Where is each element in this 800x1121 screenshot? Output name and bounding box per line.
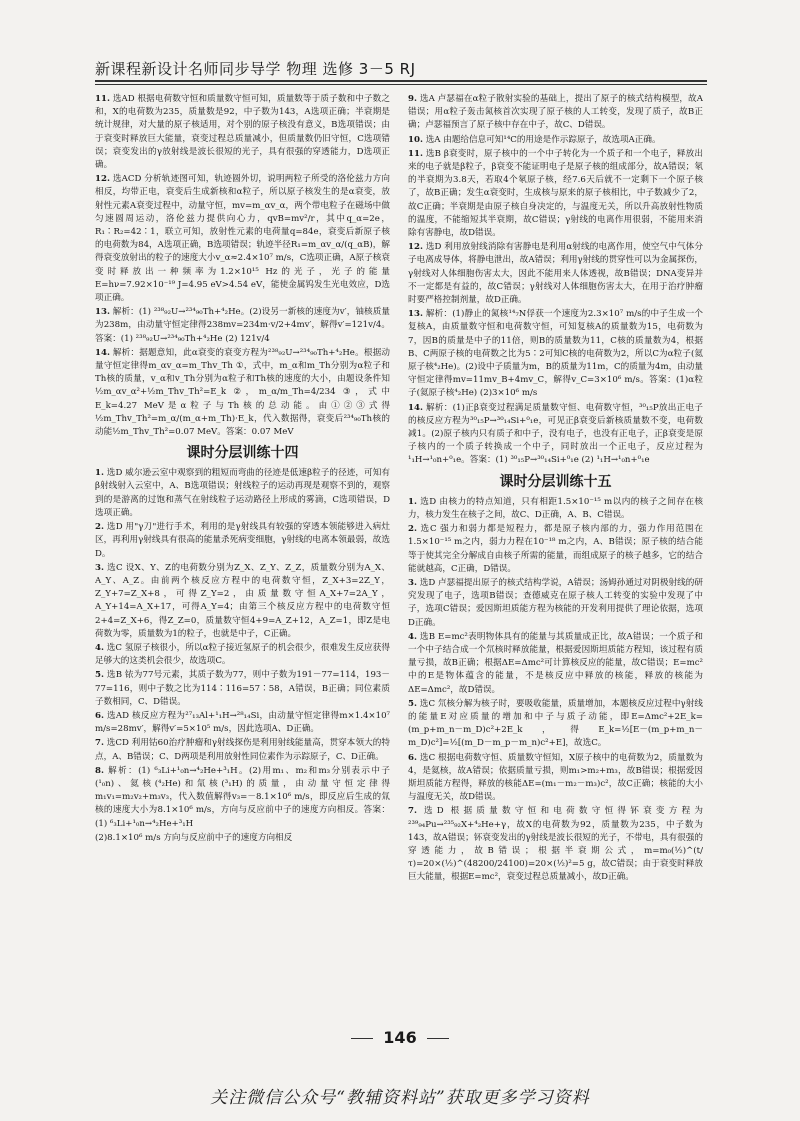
- answer-item: 6. 选C 根据电荷数守恒、质量数守恒知，X原子核中的电荷数为2，质量数为4，是氦核，故A错误；依据质量亏损，则m₁>m₂+m₃，故B错误；根据爱因斯坦质能方程得，释放的核能ΔE=(m₁－m₂－m₃)c²，故C正确；核能的大小与温度无关，故D错误。: [408, 752, 703, 803]
- header-rule: [95, 80, 707, 82]
- answer-item: 1. 选D 由核力的特点知道，只有相距1.5×10⁻¹⁵ m以内的核子之间存在核力，核力发生在核子之间，故C、D正确，A、B、C错误。: [408, 496, 703, 520]
- answer-item: 13. 解析：(1) ²³⁸₉₂U→²³⁴₉₀Th+⁴₂He。(2)设另一新核的速度为v′，铀核质量为238m，由动量守恒定律得238mv=234m·v/2+4mv′，解得v′=121v/4。答案：(1) ²³⁸₉₂U→²³⁴₉₀Th+⁴₂He (2) 121v/4: [95, 307, 390, 344]
- left-items-a: [95, 93, 390, 439]
- answer-item: 12. 选ACD 分析轨迹图可知，轨迹圆外切，说明两粒子所受的洛伦兹力方向相反，均带正电，衰变后生成新核和α粒子，所以原子核发生的是α衰变，放射性元素A衰变过程中，动量守恒，mv=m_αv_α，两个带电粒子在磁场中做匀速圆周运动，洛伦兹力提供向心力，qvB=mv²/r，其中q_α=2e，R₁∶R₂=42∶1，联立可知，放射性元素的电荷量q=84e，衰变后新原子核的电荷数为84，A选项正确，B选项错误；轨迹半径R₁=m_αv_α/(q_αB)，解得衰变放射出的粒子的速度大小v_α≈2.4×10⁷ m/s，C选项正确，A原子核衰变时释放出一种频率为1.2×10¹⁵ Hz的光子，光子的能量E=hν=7.92×10⁻¹⁹ J=4.95 eV>4.54 eV，能使金属钨发生光电效应，D选项正确。: [95, 174, 390, 304]
- header-rule-thin: [95, 84, 707, 85]
- answer-item: 12. 选D 利用放射线消除有害静电是利用α射线的电离作用，使空气中气体分子电离成导体，将静电泄出，故A错误；利用γ射线的贯穿性可以为金属探伤，γ射线对人体细胞伤害太大，因此不能用来人体透视，故B错误；DNA变异并不一定都是有益的，故C错误；γ射线对人体细胞伤害太大，在用于治疗肿瘤时要严格控制剂量，故D正确。: [408, 242, 703, 306]
- answer-item: 11. 选B β衰变时，原子核中的一个中子转化为一个质子和一个电子，释放出来的电子就是β粒子，β衰变不能证明电子是原子核的组成部分，故A错误；氡的半衰期为3.8天，若取4个氡原子核，经7.6天后就不一定剩下一个原子核了，故B正确；发生α衰变时，生成核与原来的原子核相比，中子数减少了2，故C正确；半衰期是由原子核自身决定的，与温度无关，所以升高放射性物质的温度，不能缩短其半衰期，故C错误；γ射线的电离作用很弱，不能用来消除有害静电，故D错误。: [408, 148, 703, 239]
- answer-item: 1. 选D 威尔逊云室中观察到的粗短而弯曲的径迹是低速β粒子的径迹，可知有β射线射入云室中，A、B选项错误；射线粒子的运动再现是观察不到的，观察到的是游离的过饱和蒸气在射线粒子运动路径上形成的雾滴，C选项错误，D选项正确。: [95, 468, 390, 518]
- answer-item: 2. 选C 强力和弱力都是短程力，都是原子核内部的力，强力作用范围在1.5×10⁻¹⁵ m之内，弱力力程在10⁻¹⁸ m之内，A、B错误；原子核的结合能等于使其完全分解成自由核子所需的能量，而组成原子的核子越多，它的结合能就越高，C正确，D错误。: [408, 524, 703, 574]
- answer-item: 14. 解析：(1)正β衰变过程满足质量数守恒、电荷数守恒，³⁰₁₅P放出正电子的核反应方程为³⁰₁₅P→³⁰₁₄Si+⁰₁e，可见正β衰变后新核质量数不变，电荷数减1。(2)原子核内只有质子和中子，没有电子，也没有正电子，正β衰变是原子核内的一个质子转换成一个中子，同时放出一个正电子，反应过程为¹₁H→¹₀n+⁰₁e。答案：(1) ³⁰₁₅P→³⁰₁₄Si+⁰₁e (2) ¹₁H→¹₀n+⁰₁e: [408, 402, 703, 466]
- page-number-text: 146: [383, 1028, 417, 1047]
- answer-item: 7. 选D 根据质量数守恒和电荷数守恒得钚衰变方程为²³⁹₉₄Pu→²³⁵₉₂X+⁴₂He+γ，故X的电荷数为92，质量数为235，中子数为143，故A错误；钚衰变发出的γ射线是波长很短的光子，不带电，具有很强的穿透能力，故B错误；根据半衰期公式，m=m₀(½)^(t/τ)=20×(½)^(48200/24100)=20×(½)²=5 g，故C错误；由于衰变时释放巨大能量，根据E=mc²，衰变过程总质量减小，故D正确。: [408, 806, 703, 883]
- answer-item: 2. 选D 用"γ刀"进行手术，利用的是γ射线具有较强的穿透本领能够进入病灶区，再利用γ射线具有很高的能量杀死病变细胞，γ射线的电离本领最弱，故选D。: [95, 522, 390, 559]
- answer-item: 3. 选D 卢瑟福提出原子的核式结构学说，A错误；汤姆孙通过对阴极射线的研究发现了电子，选项B错误；查德威克在原子核人工转变的实验中发现了中子，选项C错误；爱因斯坦质能方程为核能的开发利用提供了理论依据，选项D正确。: [408, 577, 703, 628]
- answer-item: 11. 选AD 根据电荷数守恒和质量数守恒可知，质量数等于质子数和中子数之和，X的电荷数为235，质量数是92，中子数为143，A选项正确；半衰期是统计规律，对大量的原子核适用，对个别的原子核没有意义，B选项错误；由于衰变时释放巨大能量，衰变过程总质量减小，但质量数仍旧守恒，C选项错误；衰变发出的γ放射线是波长很短的光子，具有很强的穿透能力，D选项正确。: [95, 94, 390, 171]
- answer-item: 3. 选C 设X、Y、Z的电荷数分别为Z_X、Z_Y、Z_Z，质量数分别为A_X、A_Y、A_Z。由前两个核反应方程中的电荷数守恒，Z_X+3=2Z_Y，Z_Y+7=Z_X+8，可得Z_Y=2，由质量数守恒A_X+7=2A_Y，A_Y+14=A_X+17，可得A_Y=4；由第三个核反应方程中的电荷数守恒2+4=Z_X+6，得Z_Z=0，质量数守恒4+9=A_Z+12，A_Z=1，即Z是电荷数为零，质量数为1的粒子，也就是中子，C正确。: [95, 562, 390, 639]
- footer-note: 关注微信公众号“教辅资料站”获取更多学习资料: [210, 1088, 590, 1108]
- answer-item: 6. 选AD 核反应方程为²⁷₁₃Al+¹₁H→²⁸₁₄Si，由动量守恒定律得m×1.4×10⁷ m/s=28mv′，解得v′=5×10⁵ m/s，因此选项A、D正确。: [95, 710, 390, 735]
- answer-item: 9. 选A 卢瑟福在α粒子散射实验的基础上，提出了原子的核式结构模型，故A错误；用α粒子轰击氮核首次实现了原子核的人工转变，发现了质子，故B正确；卢瑟福预言了原子核中存在中子，故C、D错误。: [408, 94, 703, 131]
- answer-item: 5. 选B 铱为77号元素，其质子数为77，则中子数为191－77=114，193－77=116，则中子数之比为114∶116=57∶58，A错误，B正确；同位素质子数相同，C、D错误。: [95, 670, 390, 707]
- page-number: [0, 1028, 800, 1047]
- right-column: [408, 93, 703, 1013]
- section-title-15: 课时分层训练十五: [499, 473, 612, 490]
- answer-item: 8. 解析：(1) ⁶₃Li+¹₀n→⁴₂He+³₁H。(2)用m₁、m₂和m₃分别表示中子(¹₀n)、氦核(⁴₂He)和氚核(³₁H)的质量，由动量守恒定律得m₁v₁=m₂v₂+m₃v₃，代入数值解得v₃=－8.1×10⁶ m/s，即反应后生成的氚核的速度大小为8.1×10⁶ m/s，方向与反应前中子的速度方向相反。答案：(1) ⁶₃Li+¹₀n→⁴₂He+³₁H: [95, 765, 390, 829]
- answer-item: 10. 选A 由题给信息可知¹⁴C的用途是作示踪原子，故选项A正确。: [408, 134, 661, 145]
- right-items-b: [408, 496, 703, 885]
- left-items-b: [95, 467, 390, 845]
- answer-item: 13. 解析：(1)静止的氮核¹⁴₇N俘获一个速度为2.3×10⁷ m/s的中子生成一个复核A，由质量数守恒和电荷数守恒，可知复核A的质量数为15，电荷数为7，因B的质量是中子的11倍，则B的质量数为11，C核的质量数为4，根据B、C两原子核的电荷数之比为5∶2可知C核的电荷数为2，所以C为α粒子(氦原子核⁴₂He)。(2)设中子质量为m，B的质量为11m，C的质量为4m，由动量守恒定律得mv=11mv_B+4mv_C，解得v_C=3×10⁶ m/s。答案：(1)α粒子(氦原子核⁴₂He) (2)3×10⁶ m/s: [408, 309, 703, 399]
- section-title-14: 课时分层训练十四: [186, 445, 299, 462]
- answer-item: 5. 选C 氘核分解为核子时，要吸收能量，质量增加，本题核反应过程中γ射线的能量E对应质量的增加和中子与质子动能，即E=Δmc²+2E_k=(m_p+m_n－m_D)c²+2E_k，得E_k=½[E－(m_p+m_n－m_D)c²]=½[(m_D－m_p－m_n)c²+E]，故选C。: [408, 698, 703, 749]
- answer-item: 4. 选B E=mc²表明物体具有的能量与其质量成正比，故A错误；一个质子和一个中子结合成一个氘核时释放能量，根据爱因斯坦质能方程知，该过程有质量亏损，故B正确；根据ΔE=Δmc²可计算核反应的能量，故C错误；E=mc²中的E是物体蕴含的能量，不是核反应中释放的核能，释放的核能为ΔE=Δmc²，故D错误。: [408, 631, 703, 695]
- answer-item: 14. 解析：据题意知，此α衰变的衰变方程为²³⁸₉₂U→²³⁴₉₀Th+⁴₂He。根据动量守恒定律得m_αv_α=m_Thv_Th ①，式中，m_α和m_Th分别为α粒子和Th核的质量，v_α和v_Th分别为α粒子和Th核的速度的大小，由题设条件知 ½m_αv_α²+½m_Thv_Th²=E_k ②，m_α/m_Th=4/234 ③，式中E_k=4.27 MeV是α粒子与Th核的总动能。由①②③式得½m_Thv_Th²=m_α/(m_α+m_Th)·E_k，代入数据得，衰变后²³⁴₉₀Th核的动能½m_Thv_Th²=0.07 MeV。答案：0.07 MeV: [95, 347, 390, 438]
- header-title: 新课程新设计名师同步导学 物理 选修 3－5 RJ: [95, 60, 416, 78]
- answer-item: 4. 选C 氢原子核很小，所以α粒子接近氢原子的机会很少，很难发生反应获得足够大的这类机会很少，故选项C。: [95, 642, 390, 667]
- left-column: [95, 93, 390, 1013]
- page-header: [95, 58, 707, 79]
- right-items-a: [408, 93, 703, 468]
- answer-item: (2)8.1×10⁶ m/s 方向与反应前中子的速度方向相反: [95, 832, 293, 843]
- answer-item: 7. 选CD 利用钴60治疗肿瘤和γ射线探伤是利用射线能量高，贯穿本领大的特点，A、B错误；C、D两项是利用放射性同位素作为示踪原子，C、D正确。: [95, 738, 390, 762]
